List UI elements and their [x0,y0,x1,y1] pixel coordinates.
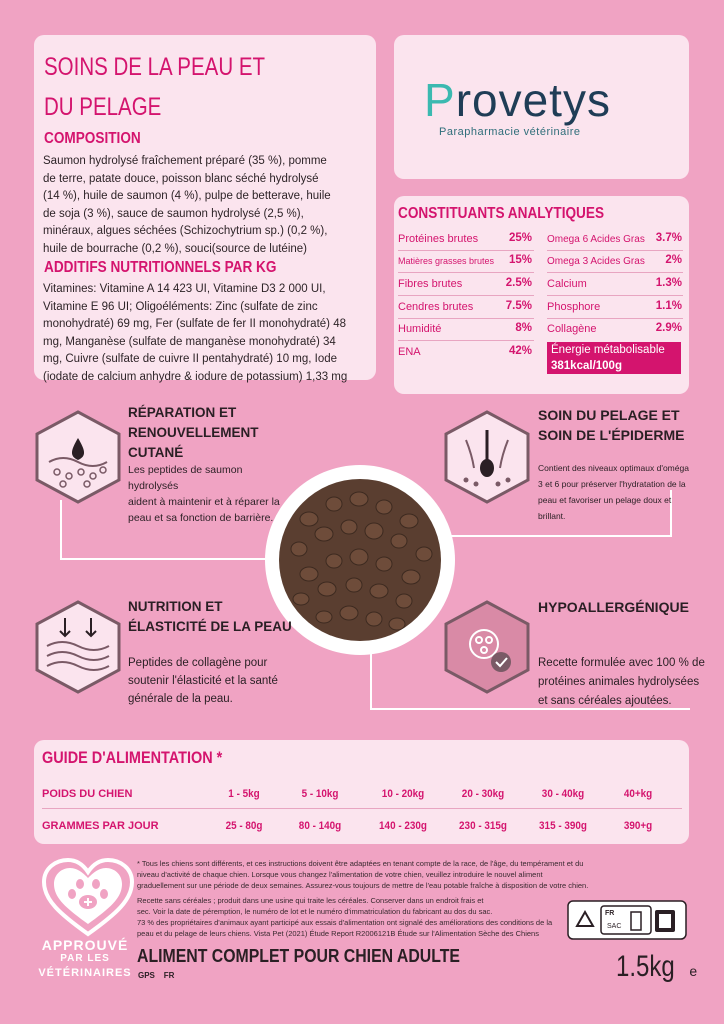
analysis-value: 42% [508,345,532,357]
vet-approved-label: APPROUVÉ PAR LES VÉTÉRINAIRES [38,937,132,979]
analysis-value: 15% [508,254,532,266]
guide-weight-cell: 10 - 20kg [381,788,425,800]
feature-elasticity-text: Peptides de collagène pour soutenir l'élasticité et la santé générale de la peau. [128,657,278,705]
recycle-sac-label: SAC [607,923,622,930]
analysis-value: 2% [665,254,682,266]
analysis-label: Collagène [547,323,597,335]
logo-p-icon: P [424,74,456,126]
analysis-label: ENA [398,346,421,358]
vet-approved-heart-icon [40,858,136,938]
skin-elasticity-icon [35,600,121,694]
composition-card [34,35,376,383]
additives-text: Vitamines: Vitamine A 14 423 UI, Vitamine D3 2 000 UI, Vitamine E 96 UI; Oligoéléments: Zinc (sulfate de zinc monohydraté) 69 mg, Fer (sulfate de fer II monohydraté) 48 mg, Manganèse (sulfate de manganèse monohydraté) 34 mg, Cuivre (sulfate de cuivre II pentahydraté) 10 mg, Iode (iodate de calcium anhydre & iodure de potassium) 1,33 mg [43,283,348,383]
analysis-title: CONSTITUANTS ANALYTIQUES [398,205,605,222]
guide-row-weight-label: POIDS DU CHIEN [42,788,133,800]
guide-grams-cell: 25 - 80g [225,820,263,832]
guide-weight-cell: 5 - 10kg [301,788,339,800]
brand-logo: Provetys [424,74,611,126]
analysis-value: 2.9% [655,322,682,334]
guide-weight-cell: 30 - 40kg [541,788,585,800]
logo-card [394,35,689,179]
analysis-label: Phosphore [547,301,601,313]
analysis-label: Fibres brutes [398,278,463,290]
analysis-value: 2.5% [505,277,532,289]
kibble-bowl-image [265,465,455,655]
analysis-label: Calcium [547,278,587,290]
net-weight: 1.5kg e [616,950,698,983]
guide-title: GUIDE D'ALIMENTATION * [42,748,223,767]
guide-grams-cell: 80 - 140g [298,820,342,832]
feature-repair-text: Les peptides de saumon hydrolysés aident à maintenir et à réparer la peau et sa fonction de barrière. [128,464,280,524]
analysis-value: 1.3% [655,277,682,289]
feature-repair-title: RÉPARATION ET RENOUVELLEMENT CUTANÉ [128,405,259,460]
feature-coat-title: SOIN DU PELAGE ET SOIN DE L'ÉPIDERME [538,407,685,443]
guide-weight-cell: 40+kg [623,788,653,800]
additives-title: ADDITIFS NUTRITIONNELS PAR KG [44,259,277,276]
estimated-sign-icon: e [689,963,698,979]
analysis-label: Cendres brutes [398,301,474,313]
composition-text: Saumon hydrolysé fraîchement préparé (35 %), pomme de terre, patate douce, poisson blanc séché hydrolysé (14 %), huile de saumon (4 %), pulpe de betterave, huile de soja (3 %), sauce de saumon hydrolysé (2,5 %), minéraux, algues séchées (Schizochytrium sp.) (0,2 %), huile de bourrache (0,2 %), souci(source de lutéine) [43,155,331,255]
analysis-value: 1.1% [655,300,682,312]
analysis-label: Humidité [398,323,442,335]
feature-hypo-title: HYPOALLERGÉNIQUE [538,599,689,615]
guide-row-grams-label: GRAMMES PAR JOUR [42,820,159,832]
product-code: GPS FR [138,971,175,980]
footnotes: * Tous les chiens sont différents, et ces instructions doivent être adaptées en tenant compte de la race, de l'âge, du tempérament et du niveau d'activité de chaque chien. Lorsque vous changez l'alimentation de votre chien, veuillez introduire le nouvel aliment graduellement sur une période de deux semaines. Assurez-vous toujours de mettre de l'eau potable fraîche à disposition de votre chien. Recette sans céréales ; produit dans une usine qui traite les céréales. Conserver dans un endroit frais et sec. Voir la date de péremption, le numéro de lot et le numéro d'immatriculation du fabricant au dos du sac. 73 % des propriétaires d'animaux ayant participé aux essais d'alimentation ont signalé des améliorations des conditions de la peau et du pelage de leurs chiens. Vista Pet (2021) Étude Report R2006121B Étude sur l'Alimentation Sèche des Chiens [137,859,589,938]
analysis-label: Omega 3 Acides Gras [547,256,645,267]
hair-follicle-icon [444,410,530,504]
feature-coat-text: Contient des niveaux optimaux d'oméga 3 et 6 pour préserver l'hydratation de la peau et favoriser un pelage doux et brillant. [538,463,689,521]
analysis-card [394,196,689,394]
feature-hypo-text: Recette formulée avec 100 % de protéines animales hydrolysées et sans céréales ajoutées. [538,657,705,707]
feature-elasticity-title: NUTRITION ET ÉLASTICITÉ DE LA PEAU [128,599,292,634]
guide-weight-cell: 1 - 5kg [228,788,260,800]
analysis-value: 3.7% [655,232,682,244]
recycling-info-icon [567,900,687,940]
analysis-value: 8% [515,322,532,334]
product-type: ALIMENT COMPLET POUR CHIEN ADULTE [137,946,460,966]
page-title: SOINS DE LA PEAU ET DU PELAGE [44,53,265,121]
analysis-label: Matières grasses brutes [398,256,495,266]
skin-repair-icon [35,410,121,504]
analysis-value: 7.5% [505,300,532,312]
analysis-label: Omega 6 Acides Gras [547,234,645,245]
energy-badge: Énergie métabolisable 381kcal/100g [547,342,681,374]
guide-grams-cell: 140 - 230g [379,820,427,832]
recycle-fr-label: FR [605,910,615,917]
brand-tagline: Parapharmacie vétérinaire [439,126,581,138]
hypoallergenic-icon [444,600,530,694]
guide-grams-cell: 230 - 315g [459,820,507,832]
analysis-label: Protéines brutes [398,233,479,245]
guide-grams-cell: 390+g [623,820,653,832]
guide-grams-cell: 315 - 390g [539,820,587,832]
guide-weight-cell: 20 - 30kg [461,788,505,800]
analysis-value: 25% [508,232,532,244]
composition-title: COMPOSITION [44,130,141,147]
feeding-guide-card [34,740,689,844]
